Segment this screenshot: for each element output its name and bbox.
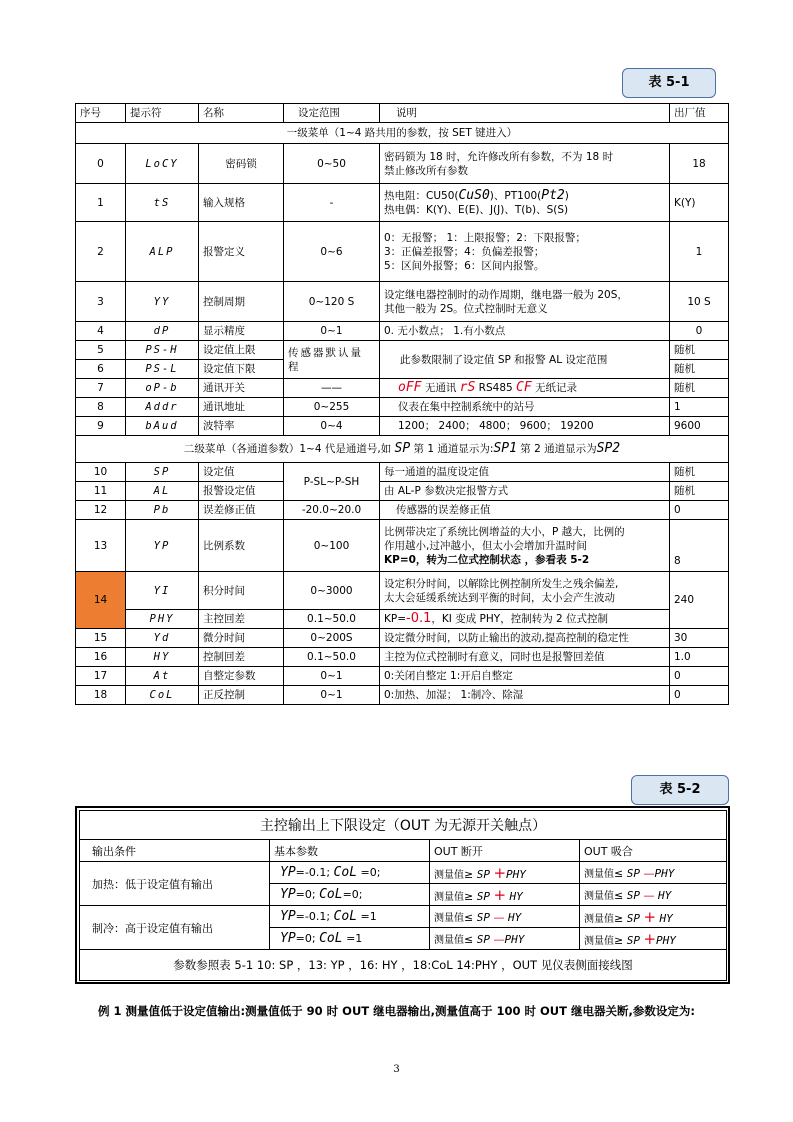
table-row bbox=[76, 282, 729, 322]
table-cell: 6 bbox=[76, 360, 126, 379]
table-row bbox=[76, 463, 729, 482]
table-row bbox=[80, 862, 727, 884]
table-cell: 0~255 bbox=[284, 398, 380, 417]
table-cell: P-SL~P-SH bbox=[284, 463, 380, 501]
table-cell: 7 bbox=[76, 379, 126, 398]
table-cell: At bbox=[126, 667, 199, 686]
table-row bbox=[76, 379, 729, 398]
table-cell: 报警定义 bbox=[199, 222, 284, 282]
section-title: 一级菜单（1~4 路共用的参数，按 SET 键进入） bbox=[76, 123, 729, 144]
table-cell: OUT 断开 bbox=[430, 840, 580, 862]
table-cell: 设定值上限 bbox=[199, 341, 284, 360]
table-cell: YP=0; CoL=0; bbox=[270, 884, 430, 906]
table-5-1-tag: 表 5-1 bbox=[622, 68, 716, 98]
table-cell: 加热：低于设定值有输出 bbox=[80, 862, 270, 906]
table-cell: PS-H bbox=[126, 341, 199, 360]
table-5-2-tag: 表 5-2 bbox=[631, 775, 729, 805]
table-cell: 主控回差 bbox=[199, 610, 284, 629]
parameter-table bbox=[75, 103, 729, 705]
table-cell: 每一通道的温度设定值 bbox=[380, 463, 670, 482]
table-cell: 测量值≥ SP +PHY bbox=[430, 862, 580, 884]
table-cell: 传感器的误差修正值 bbox=[380, 501, 670, 520]
table-cell: HY bbox=[126, 648, 199, 667]
col-header: 序号 bbox=[76, 104, 126, 123]
section-row bbox=[76, 436, 729, 463]
table-cell: 15 bbox=[76, 629, 126, 648]
table-cell: 基本参数 bbox=[270, 840, 430, 862]
table-cell: 0:关闭自整定 1:开启自整定 bbox=[380, 667, 670, 686]
table-cell: 0 bbox=[670, 686, 729, 705]
table-row bbox=[76, 686, 729, 705]
table-row bbox=[76, 222, 729, 282]
table-cell: YP=-0.1; CoL =0; bbox=[270, 862, 430, 884]
table-cell: 1 bbox=[670, 222, 729, 282]
table-cell: 测量值≤ SP — HY bbox=[580, 884, 727, 906]
table-cell: 仪表在集中控制系统中的站号 bbox=[380, 398, 670, 417]
table-cell: 0：无报警； 1：上限报警；2：下限报警； 3：正偏差报警；4：负偏差报警； 5：区间外报警；6：区间内报警。 bbox=[380, 222, 670, 282]
table-cell: 0~100 bbox=[284, 520, 380, 572]
page-number: 3 bbox=[393, 1064, 400, 1075]
table-row bbox=[76, 482, 729, 501]
table-cell: 通讯开关 bbox=[199, 379, 284, 398]
table-cell: 输出条件 bbox=[80, 840, 270, 862]
table-cell: 10 bbox=[76, 463, 126, 482]
table-row bbox=[80, 906, 727, 928]
table-row bbox=[76, 501, 729, 520]
table-cell: PHY bbox=[126, 610, 199, 629]
table-header bbox=[80, 840, 727, 862]
col-header: 设定范围 bbox=[284, 104, 380, 123]
col-header: 出厂值 bbox=[670, 104, 729, 123]
table-cell: 0~1 bbox=[284, 322, 380, 341]
table-cell: PS-L bbox=[126, 360, 199, 379]
table-cell: Pb bbox=[126, 501, 199, 520]
table-cell: 5 bbox=[76, 341, 126, 360]
table-cell: 输入规格 bbox=[199, 184, 284, 222]
table-cell: dP bbox=[126, 322, 199, 341]
table-row bbox=[76, 667, 729, 686]
table-cell: 0~1 bbox=[284, 686, 380, 705]
table-cell: 8 bbox=[670, 520, 729, 572]
table-cell: 随机 bbox=[670, 463, 729, 482]
table-cell: 9 bbox=[76, 417, 126, 436]
table-cell: 10 S bbox=[670, 282, 729, 322]
table-cell: SP bbox=[126, 463, 199, 482]
table-cell: 测量值≥ SP + HY bbox=[430, 884, 580, 906]
table-cell: 密码锁为 18 时，允许修改所有参数，不为 18 时 禁止修改所有参数 bbox=[380, 144, 670, 184]
table-cell: CoL bbox=[126, 686, 199, 705]
col-header: 说明 bbox=[380, 104, 670, 123]
table-cell: 设定微分时间，以防止输出的波动,提高控制的稳定性 bbox=[380, 629, 670, 648]
table-cell: 240 bbox=[670, 572, 729, 629]
table-cell: 设定积分时间，以解除比例控制所发生之残余偏差, 太大会延缓系统达到平衡的时间，太小会产生波动 bbox=[380, 572, 670, 610]
table-cell: 14 bbox=[76, 572, 126, 629]
table-cell: 3 bbox=[76, 282, 126, 322]
table-cell: Yd bbox=[126, 629, 199, 648]
table-cell: 0:加热、加湿； 1:制冷、除湿 bbox=[380, 686, 670, 705]
table-row bbox=[80, 950, 727, 981]
table-cell: bAud bbox=[126, 417, 199, 436]
table-cell: 0 bbox=[670, 667, 729, 686]
output-limit-box bbox=[75, 806, 730, 984]
table-cell: 随机 bbox=[670, 360, 729, 379]
table-cell: 30 bbox=[670, 629, 729, 648]
table-cell: K(Y) bbox=[670, 184, 729, 222]
table-cell: 比例带决定了系统比例增益的大小，P 越大，比例的 作用越小,过冲越小，但太小会增加升温时间 KP=0，转为二位式控制状态 ，参看表 5-2 bbox=[380, 520, 670, 572]
table-cell: 0 bbox=[670, 322, 729, 341]
table-cell: 测量值≤ SP — HY bbox=[430, 906, 580, 928]
table-cell: 显示精度 bbox=[199, 322, 284, 341]
table-row bbox=[76, 417, 729, 436]
table-footnote: 参数参照表 5-1 10: SP ，13: YP ，16: HY ，18:CoL 14:PHY ，OUT 见仪表侧面接线图 bbox=[80, 950, 727, 981]
table-cell: 18 bbox=[670, 144, 729, 184]
table-cell: YP bbox=[126, 520, 199, 572]
table-cell: 1.0 bbox=[670, 648, 729, 667]
table-row bbox=[76, 520, 729, 572]
table-row bbox=[76, 610, 729, 629]
table-cell: 1 bbox=[76, 184, 126, 222]
table-cell: 随机 bbox=[670, 379, 729, 398]
table-cell: 0.1~50.0 bbox=[284, 610, 380, 629]
table-cell: 1200； 2400； 4800； 9600； 19200 bbox=[380, 417, 670, 436]
table-cell: YI bbox=[126, 572, 199, 610]
table-cell: 误差修正值 bbox=[199, 501, 284, 520]
table-cell: oFF 无通讯 rS RS485 CF 无纸记录 bbox=[380, 379, 670, 398]
table-row bbox=[80, 811, 727, 840]
table-cell: 自整定参数 bbox=[199, 667, 284, 686]
table-cell: 0~6 bbox=[284, 222, 380, 282]
table-cell: - bbox=[284, 184, 380, 222]
table-cell: 0~3000 bbox=[284, 572, 380, 610]
table-cell: 16 bbox=[76, 648, 126, 667]
table-cell: 0~120 S bbox=[284, 282, 380, 322]
table-cell: 2 bbox=[76, 222, 126, 282]
table-cell: OUT 吸合 bbox=[580, 840, 727, 862]
table-cell: 9600 bbox=[670, 417, 729, 436]
table-row bbox=[76, 341, 729, 360]
table-cell: 波特率 bbox=[199, 417, 284, 436]
table-cell: 比例系数 bbox=[199, 520, 284, 572]
table-cell: 测量值≥ SP +PHY bbox=[580, 928, 727, 950]
table-row bbox=[76, 184, 729, 222]
table-cell: YP=-0.1; CoL =1 bbox=[270, 906, 430, 928]
table-row bbox=[76, 572, 729, 610]
table-cell: Addr bbox=[126, 398, 199, 417]
table-cell: 测量值≤ SP —PHY bbox=[430, 928, 580, 950]
table-cell: 11 bbox=[76, 482, 126, 501]
table-cell: 测量值≤ SP —PHY bbox=[580, 862, 727, 884]
table-row bbox=[76, 398, 729, 417]
table-cell: 积分时间 bbox=[199, 572, 284, 610]
table-cell: 制冷：高于设定值有输出 bbox=[80, 906, 270, 950]
table-cell: 正反控制 bbox=[199, 686, 284, 705]
table-cell: 0~50 bbox=[284, 144, 380, 184]
table-cell: -20.0~20.0 bbox=[284, 501, 380, 520]
table-row bbox=[76, 322, 729, 341]
table-cell: 18 bbox=[76, 686, 126, 705]
table-cell: AL bbox=[126, 482, 199, 501]
table-cell: 传感器默认量程 bbox=[284, 341, 380, 379]
table-cell: 主控为位式控制时有意义，同时也是报警回差值 bbox=[380, 648, 670, 667]
table-cell: LoCY bbox=[126, 144, 199, 184]
table-cell: 设定值 bbox=[199, 463, 284, 482]
table-cell: 0~200S bbox=[284, 629, 380, 648]
table-cell: tS bbox=[126, 184, 199, 222]
output-limit-table bbox=[79, 810, 727, 981]
table-cell: 二级菜单（各通道参数）1~4 代是通道号,如 SP 第 1 通道显示为:SP1 第 2 通道显示为SP2 bbox=[76, 436, 729, 463]
table-cell: oP-b bbox=[126, 379, 199, 398]
table-row bbox=[76, 629, 729, 648]
table-title: 主控输出上下限设定（OUT 为无源开关触点） bbox=[80, 811, 727, 840]
table-cell: 随机 bbox=[670, 482, 729, 501]
table-row bbox=[76, 648, 729, 667]
table-cell: —— bbox=[284, 379, 380, 398]
table-cell: ALP bbox=[126, 222, 199, 282]
table-cell: 0 bbox=[670, 501, 729, 520]
col-header: 提示符 bbox=[126, 104, 199, 123]
table-cell: YY bbox=[126, 282, 199, 322]
table-cell: 通讯地址 bbox=[199, 398, 284, 417]
table-cell: 0 bbox=[76, 144, 126, 184]
table-cell: 8 bbox=[76, 398, 126, 417]
section-row bbox=[76, 123, 729, 144]
table-cell: 控制回差 bbox=[199, 648, 284, 667]
example-text: 例 1 测量值低于设定值输出:测量值低于 90 时 OUT 继电器输出,测量值高于 100 时 OUT 继电器关断,参数设定为: bbox=[98, 1004, 695, 1018]
table-cell: 此参数限制了设定值 SP 和报警 AL 设定范围 bbox=[380, 341, 670, 379]
table-cell: YP=0; CoL =1 bbox=[270, 928, 430, 950]
table-cell: 随机 bbox=[670, 341, 729, 360]
table-cell: 报警设定值 bbox=[199, 482, 284, 501]
table-header bbox=[76, 104, 729, 123]
table-cell: 热电阻：CU50(CuS0)、PT100(Pt2) 热电偶：K(Y)、E(E)、J(J)、T(b)、S(S) bbox=[380, 184, 670, 222]
table-cell: 测量值≥ SP + HY bbox=[580, 906, 727, 928]
table-cell: 12 bbox=[76, 501, 126, 520]
table-cell: 0~4 bbox=[284, 417, 380, 436]
table-cell: 控制周期 bbox=[199, 282, 284, 322]
table-cell: 设定值下限 bbox=[199, 360, 284, 379]
table-cell: 由 AL-P 参数决定报警方式 bbox=[380, 482, 670, 501]
table-cell: 设定继电器控制时的动作周期，继电器一般为 20S， 其他一般为 2S。位式控制时无意义 bbox=[380, 282, 670, 322]
table-cell: 13 bbox=[76, 520, 126, 572]
table-cell: 4 bbox=[76, 322, 126, 341]
table-cell: 17 bbox=[76, 667, 126, 686]
table-row bbox=[76, 144, 729, 184]
col-header: 名称 bbox=[199, 104, 284, 123]
table-cell: 0~1 bbox=[284, 667, 380, 686]
table-cell: 密码锁 bbox=[199, 144, 284, 184]
table-cell: 微分时间 bbox=[199, 629, 284, 648]
table-cell: KP=-0.1，KI 变成 PHY，控制转为 2 位式控制 bbox=[380, 610, 670, 629]
table-cell: 0. 无小数点； 1.有小数点 bbox=[380, 322, 670, 341]
table-cell: 0.1~50.0 bbox=[284, 648, 380, 667]
table-cell: 1 bbox=[670, 398, 729, 417]
